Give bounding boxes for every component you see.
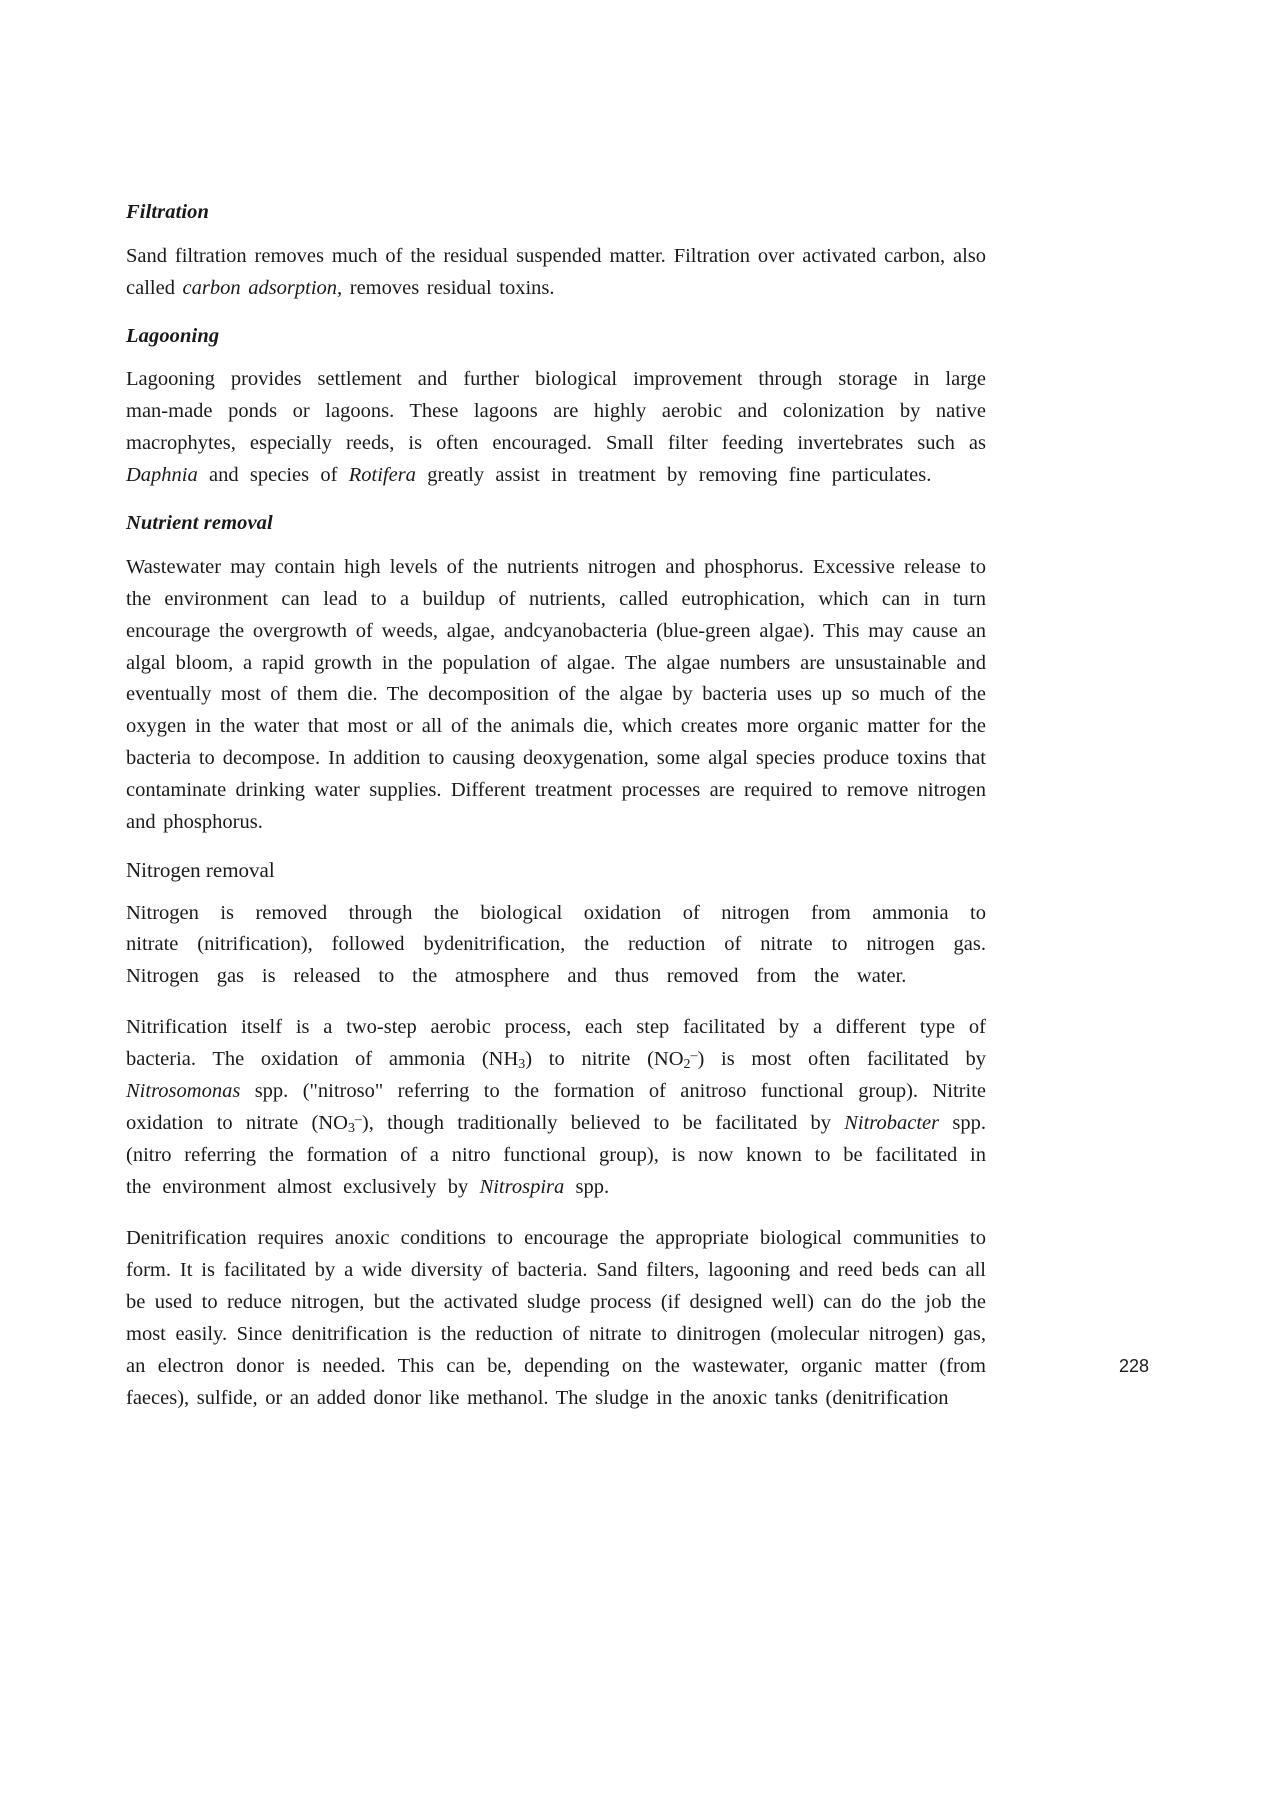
text-fragment: removes residual toxins.: [342, 276, 555, 299]
italic-term-carbon-adsorption: carbon adsorption,: [182, 276, 343, 299]
section-nitrogen-removal: [126, 858, 986, 1415]
text-fragment: Lagooning provides settlement and further biological improvement through storage in large man-made ponds or lagoons. These lagoons are highly aerobic and colonization by native macrophytes, especially reeds, is often encouraged. Small filter feeding invertebrates such as: [126, 368, 986, 455]
text-fragment: ), though traditionally believed to be facilitated by: [361, 1112, 845, 1135]
paragraph-nutrient-removal-1: Wastewater may contain high levels of the nutrients nitrogen and phosphorus. Excessive release to the environment can lead to a buildup of nutrients, called eutrophication, which can in turn encourage the overgrowth of weeds, algae, andcyanobacteria (blue-green algae). This may cause an algal bloom, a rapid growth in the population of algae. The algae numbers are unsustainable and eventually most of them die. The decomposition of the algae by bacteria uses up so much of the oxygen in the water that most or all of the animals die, which creates more organic matter for the bacteria to decompose. In addition to causing deoxygenation, some algal species produce toxins that contaminate drinking water supplies. Different treatment processes are required to remove nitrogen and phosphorus.: [126, 555, 986, 834]
text-fragment: spp.: [564, 1176, 610, 1199]
subscript-nh3: 3: [518, 1057, 526, 1073]
sub-heading-nitrogen-removal: Nitrogen removal: [126, 858, 275, 883]
text-fragment: spp. (nitro referring the formation of a nitro functional group), is now known to be facilitated in the environment almost exclusively by: [126, 1112, 986, 1199]
superscript-no3-charge: –: [354, 1112, 362, 1128]
italic-term-rotifera: Rotifera: [348, 464, 416, 487]
paragraph-nitrification: [126, 1012, 986, 1204]
italic-term-nitrosomonas: Nitrosomonas: [126, 1080, 241, 1103]
text-fragment: ) to nitrite (NO: [525, 1048, 684, 1071]
page-number: 228: [1118, 1356, 1149, 1376]
italic-term-nitrobacter: Nitrobacter: [844, 1112, 940, 1135]
paragraph-lagooning-1: [126, 364, 986, 492]
italic-term-daphnia: Daphnia: [126, 464, 198, 487]
subscript-no2: 2: [683, 1057, 691, 1073]
paragraph-denitrification: Denitrification requires anoxic conditions to encourage the appropriate biological communities to form. It is facilitated by a wide diversity of bacteria. Sand filters, lagooning and reed beds can all be used to reduce nitrogen, but the activated sludge process (if designed well) can do the job the most easily. Since denitrification is the reduction of nitrate to dinitrogen (molecular nitrogen) gas, an electron donor is needed. This can be, depending on the wastewater, organic matter (from faeces), sulfide, or an added donor like methanol. The sludge in the anoxic tanks (denitrification: [126, 1227, 986, 1410]
text-fragment: ) is most often facilitated by: [697, 1048, 986, 1071]
page-content: [126, 200, 986, 1434]
section-heading-nutrient-removal: Nutrient removal: [126, 512, 273, 534]
section-filtration: [126, 200, 986, 305]
text-fragment: spp. ("nitroso" referring to the formation of anitroso functional group). Nitrite oxidation to nitrate (NO: [126, 1080, 986, 1135]
text-fragment: Sand filtration removes much of the residual suspended matter. Filtration over activated carbon, also called: [126, 244, 986, 299]
paragraph-filtration-1: [126, 241, 986, 305]
superscript-no2-charge: –: [690, 1048, 698, 1064]
section-heading-lagooning: Lagooning: [126, 324, 220, 347]
section-nutrient-removal: [126, 511, 986, 839]
text-fragment: and species of: [197, 464, 349, 487]
text-fragment: greatly assist in treatment by removing fine particulates.: [415, 464, 932, 487]
section-lagooning: [126, 324, 986, 492]
subscript-no3: 3: [347, 1121, 355, 1137]
italic-term-nitrospira: Nitrospira: [479, 1176, 565, 1199]
section-heading-filtration: Filtration: [126, 201, 210, 223]
text-fragment: Nitrification itself is a two-step aerobic process, each step facilitated by a different type of bacteria. The oxidation of ammonia (NH: [126, 1016, 986, 1071]
paragraph-nitrogen-removal-1: Nitrogen is removed through the biological oxidation of nitrogen from ammonia to nitrate (nitrification), followed bydenitrification, the reduction of nitrate to nitrogen gas. Nitrogen gas is released to the atmosphere and thus removed from the water.: [126, 901, 986, 988]
